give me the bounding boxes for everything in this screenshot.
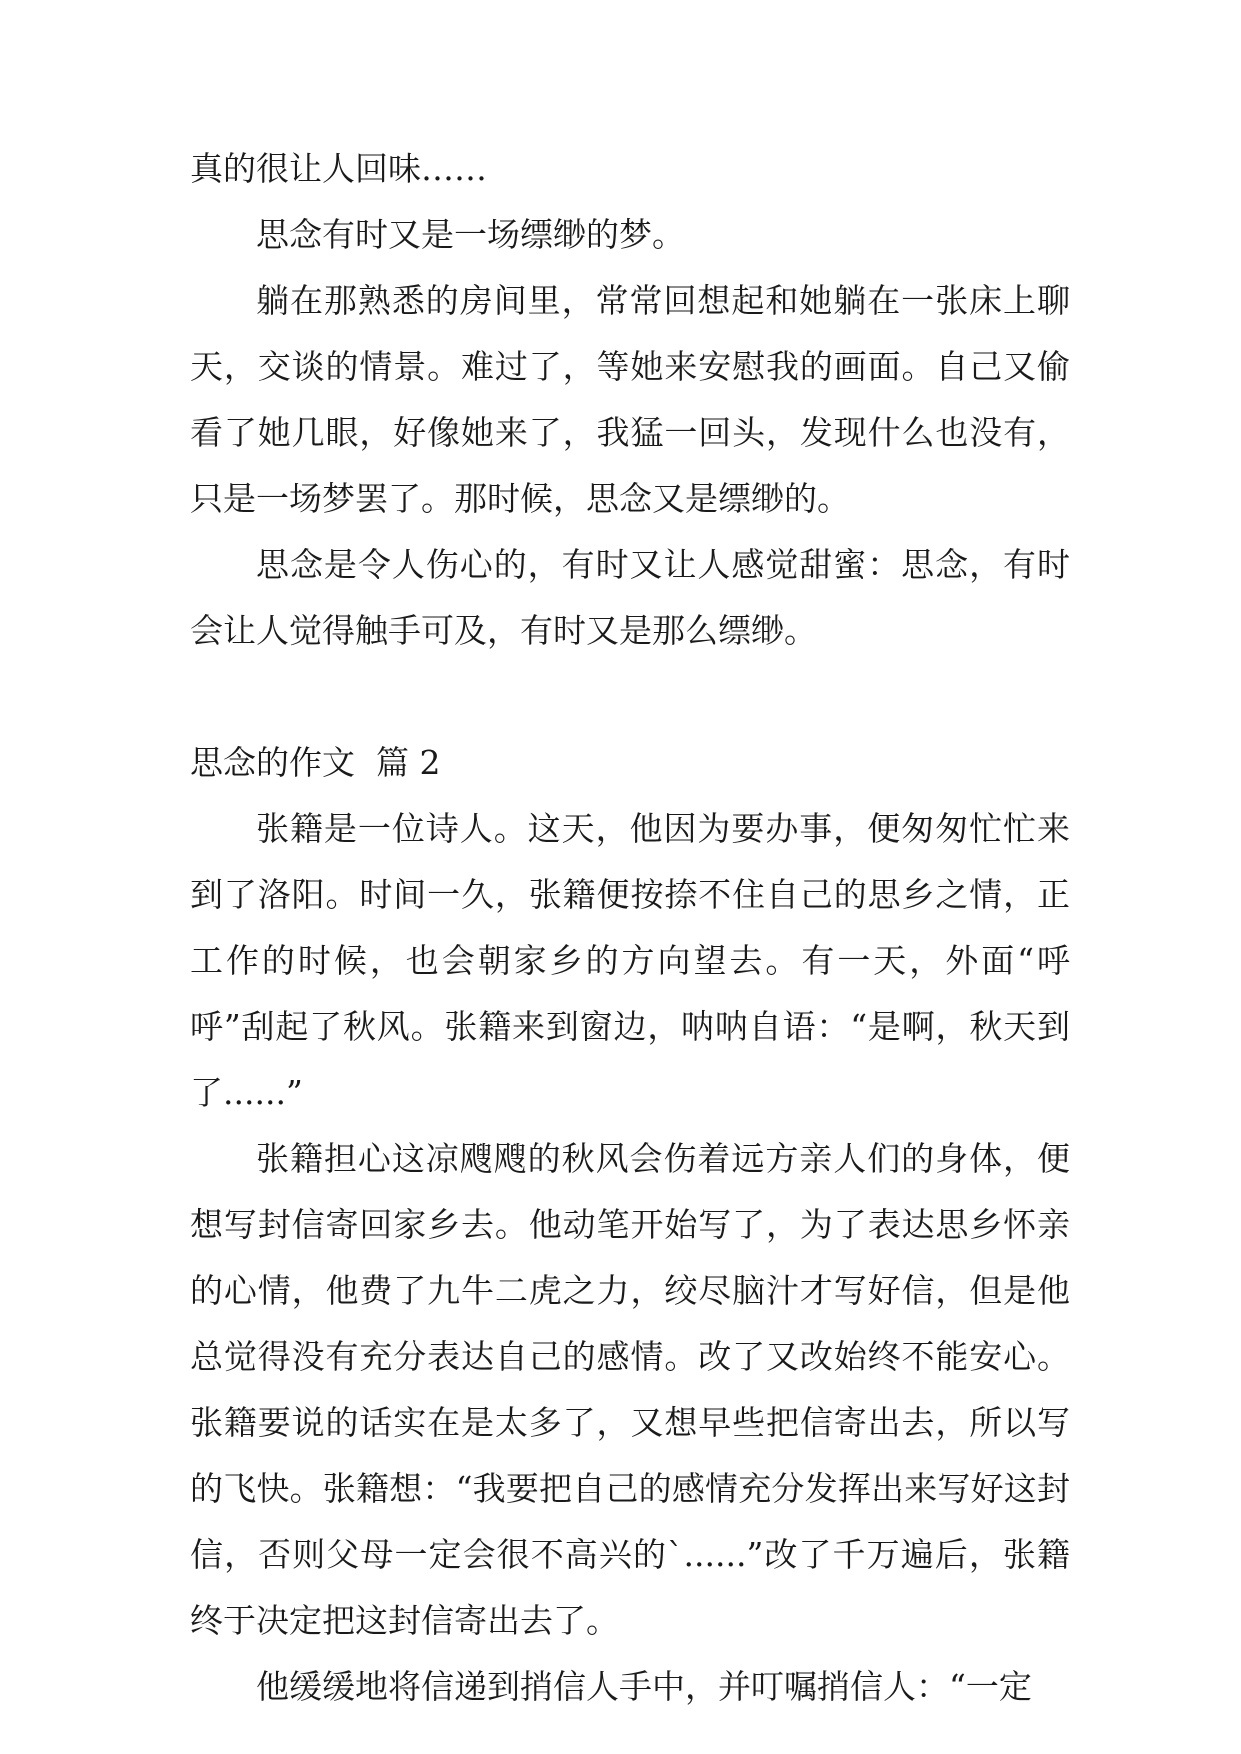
section-heading: 思念的作文 篇 2 bbox=[190, 743, 441, 782]
paragraph: 思念是令人伤心的，有时又让人感觉甜蜜：思念，有时会让人觉得触手可及，有时又是那么缥缈。 bbox=[190, 545, 1070, 650]
document-body bbox=[190, 136, 1070, 1720]
paragraph: 张籍担心这凉飕飕的秋风会伤着远方亲人们的身体，便想写封信寄回家乡去。他动笔开始写了，为了表达思乡怀亲的心情，他费了九牛二虎之力，绞尽脑汁才写好信，但是他总觉得没有充分表达自己的感情。改了又改始终不能安心。张籍要说的话实在是太多了，又想早些把信寄出去，所以写的飞快。张籍想：“我要把自己的感情充分发挥出来写好这封信，否则父母一定会很不高兴的`......”改了千万遍后，张籍终于决定把这封信寄出去了。 bbox=[190, 1139, 1070, 1640]
paragraph-continuation: 真的很让人回味…… bbox=[190, 149, 487, 188]
paragraph: 他缓缓地将信递到捎信人手中，并叮嘱捎信人：“一定 bbox=[256, 1667, 1032, 1706]
paragraph: 躺在那熟悉的房间里，常常回想起和她躺在一张床上聊天，交谈的情景。难过了，等她来安慰我的画面。自己又偷看了她几眼，好像她来了，我猛一回头，发现什么也没有，只是一场梦罢了。那时候，思念又是缥缈的。 bbox=[190, 281, 1070, 518]
paragraph: 张籍是一位诗人。这天，他因为要办事，便匆匆忙忙来到了洛阳。时间一久，张籍便按捺不住自己的思乡之情，正工作的时候，也会朝家乡的方向望去。有一天，外面“呼呼”刮起了秋风。张籍来到窗边，呐呐自语：“是啊，秋天到了......” bbox=[190, 809, 1070, 1112]
section-gap bbox=[190, 664, 1070, 730]
paragraph: 思念有时又是一场缥缈的梦。 bbox=[256, 215, 685, 254]
